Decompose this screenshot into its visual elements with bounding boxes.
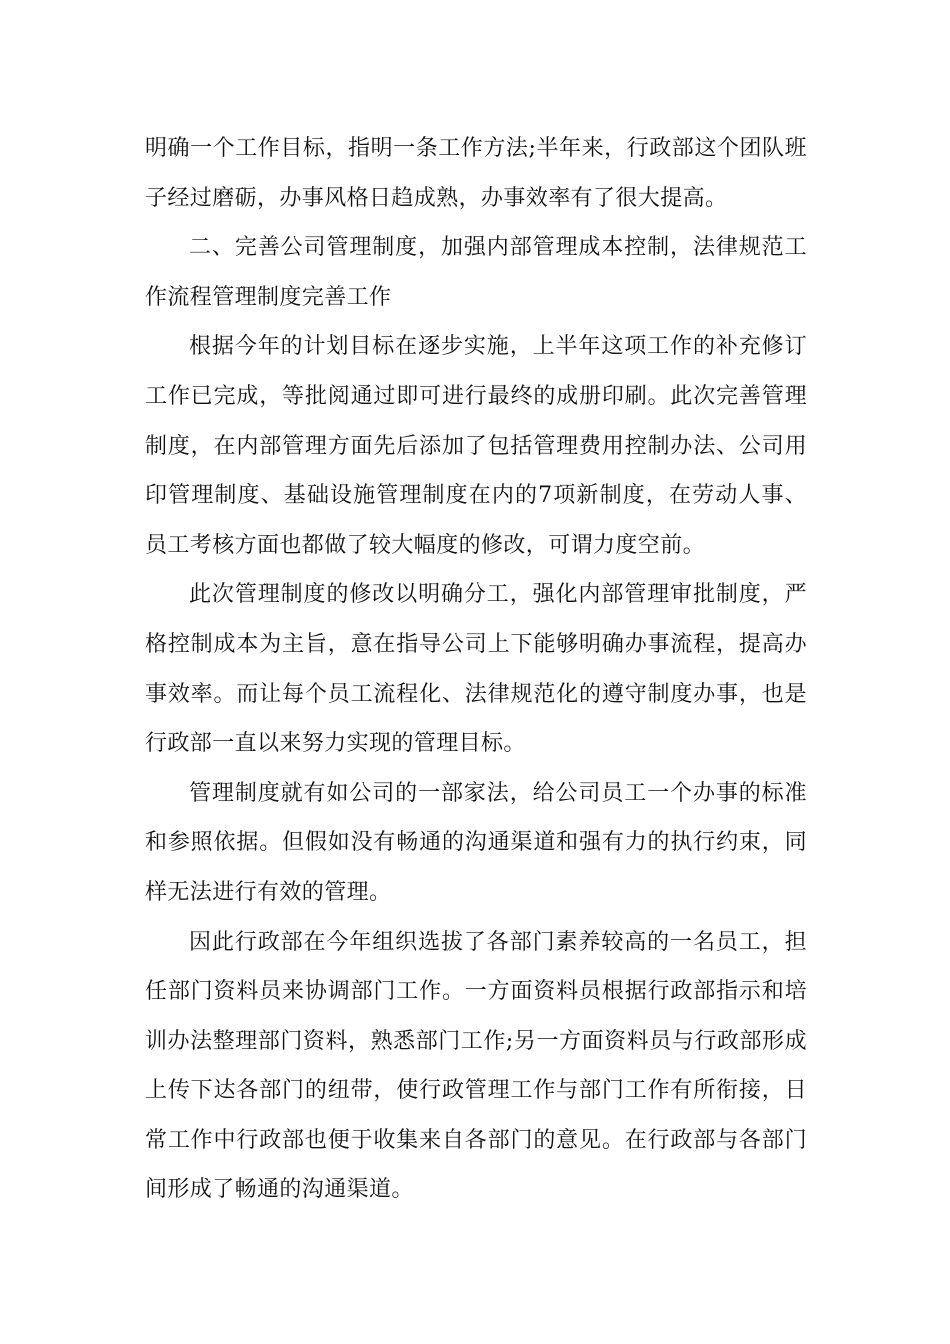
paragraph-1: 明确一个工作目标，指明一条工作方法;半年来，行政部这个团队班子经过磨砺，办事风格日趋成熟，办事效率有了很大提高。 xyxy=(145,136,807,211)
paragraph-3: 根据今年的计划目标在逐步实施，上半年这项工作的补充修订工作已完成，等批阅通过即可进行最终的成册印刷。此次完善管理制度，在内部管理方面先后添加了包括管理费用控制办法、公司用印管理制度、基础设施管理制度在内的7项新制度，在劳动人事、员工考核方面也都做了较大幅度的修改，可谓力度空前。 xyxy=(145,334,807,558)
paragraph-4: 此次管理制度的修改以明确分工，强化内部管理审批制度，严格控制成本为主旨，意在指导公司上下能够明确办事流程，提高办事效率。而让每个员工流程化、法律规范化的遵守制度办事，也是行政部一直以来努力实现的管理目标。 xyxy=(145,582,807,757)
paragraph-6: 因此行政部在今年组织选拔了各部门素养较高的一名员工，担任部门资料员来协调部门工作。一方面资料员根据行政部指示和培训办法整理部门资料，熟悉部门工作;另一方面资料员与行政部形成上传下达各部门的纽带，使行政管理工作与部门工作有所衔接，日常工作中行政部也便于收集来自各部门的意见。在行政部与各部门间形成了畅通的沟通渠道。 xyxy=(145,929,807,1203)
paragraph-5: 管理制度就有如公司的一部家法，给公司员工一个办事的标准和参照依据。但假如没有畅通的沟通渠道和强有力的执行约束，同样无法进行有效的管理。 xyxy=(145,780,807,905)
document-body xyxy=(145,124,807,1215)
paragraph-2-section-heading: 二、完善公司管理制度，加强内部管理成本控制，法律规范工作流程管理制度完善工作 xyxy=(145,235,807,310)
